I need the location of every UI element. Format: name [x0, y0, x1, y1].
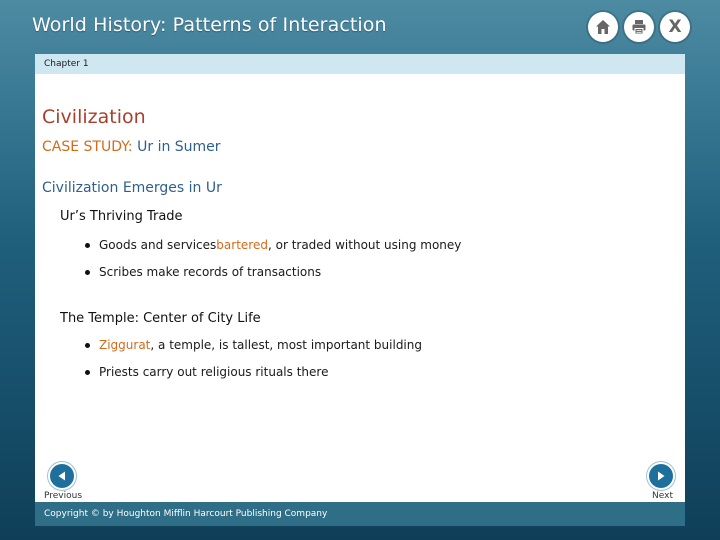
bullet-text: , a temple, is tallest, most important building	[150, 338, 422, 352]
bullet-item	[85, 265, 321, 279]
chapter-label: Chapter 1	[44, 59, 89, 69]
bullet-dot	[85, 370, 90, 375]
triangle-right-icon	[655, 470, 667, 482]
next-label[interactable]: Next	[652, 491, 673, 501]
bullet-dot	[85, 343, 90, 348]
key-term: bartered	[216, 238, 268, 252]
previous-label[interactable]: Previous	[44, 491, 83, 501]
home-button[interactable]	[588, 12, 618, 42]
slide-content	[35, 74, 685, 502]
subsection-title: Ur’s Thriving Trade	[60, 209, 183, 224]
bullet-item	[85, 365, 328, 379]
section-title: Civilization Emerges in Ur	[42, 180, 222, 196]
close-button[interactable]	[660, 12, 690, 42]
case-study-text: Ur in Sumer	[137, 139, 221, 155]
subsection-title: The Temple: Center of City Life	[60, 311, 261, 326]
bullet-dot	[85, 270, 90, 275]
bullet-text: Goods and services	[99, 238, 217, 252]
bullet-text: , or traded without using money	[267, 238, 462, 252]
top-toolbar	[588, 12, 690, 42]
printer-icon	[630, 18, 648, 36]
case-study-heading	[42, 139, 221, 155]
bullet-dot	[85, 243, 90, 248]
copyright-text: Copyright © by Houghton Mifflin Harcourt Publishing Company	[44, 509, 328, 519]
case-study-label: CASE STUDY:	[42, 139, 133, 155]
next-button[interactable]	[649, 464, 673, 488]
previous-button[interactable]	[50, 464, 74, 488]
app-title: World History: Patterns of Interaction	[32, 14, 387, 36]
print-button[interactable]	[624, 12, 654, 42]
bullet-item	[85, 338, 422, 352]
home-icon	[594, 18, 612, 36]
triangle-left-icon	[56, 470, 68, 482]
bullet-item	[85, 238, 461, 252]
key-term: Ziggurat	[99, 338, 151, 352]
bullet-text: Priests carry out religious rituals there	[99, 365, 329, 379]
slide-title: Civilization	[42, 106, 146, 128]
footer-bar	[35, 502, 685, 526]
chapter-bar	[35, 54, 685, 74]
bullet-text: Scribes make records of transactions	[99, 265, 322, 279]
close-icon: X	[668, 17, 682, 37]
